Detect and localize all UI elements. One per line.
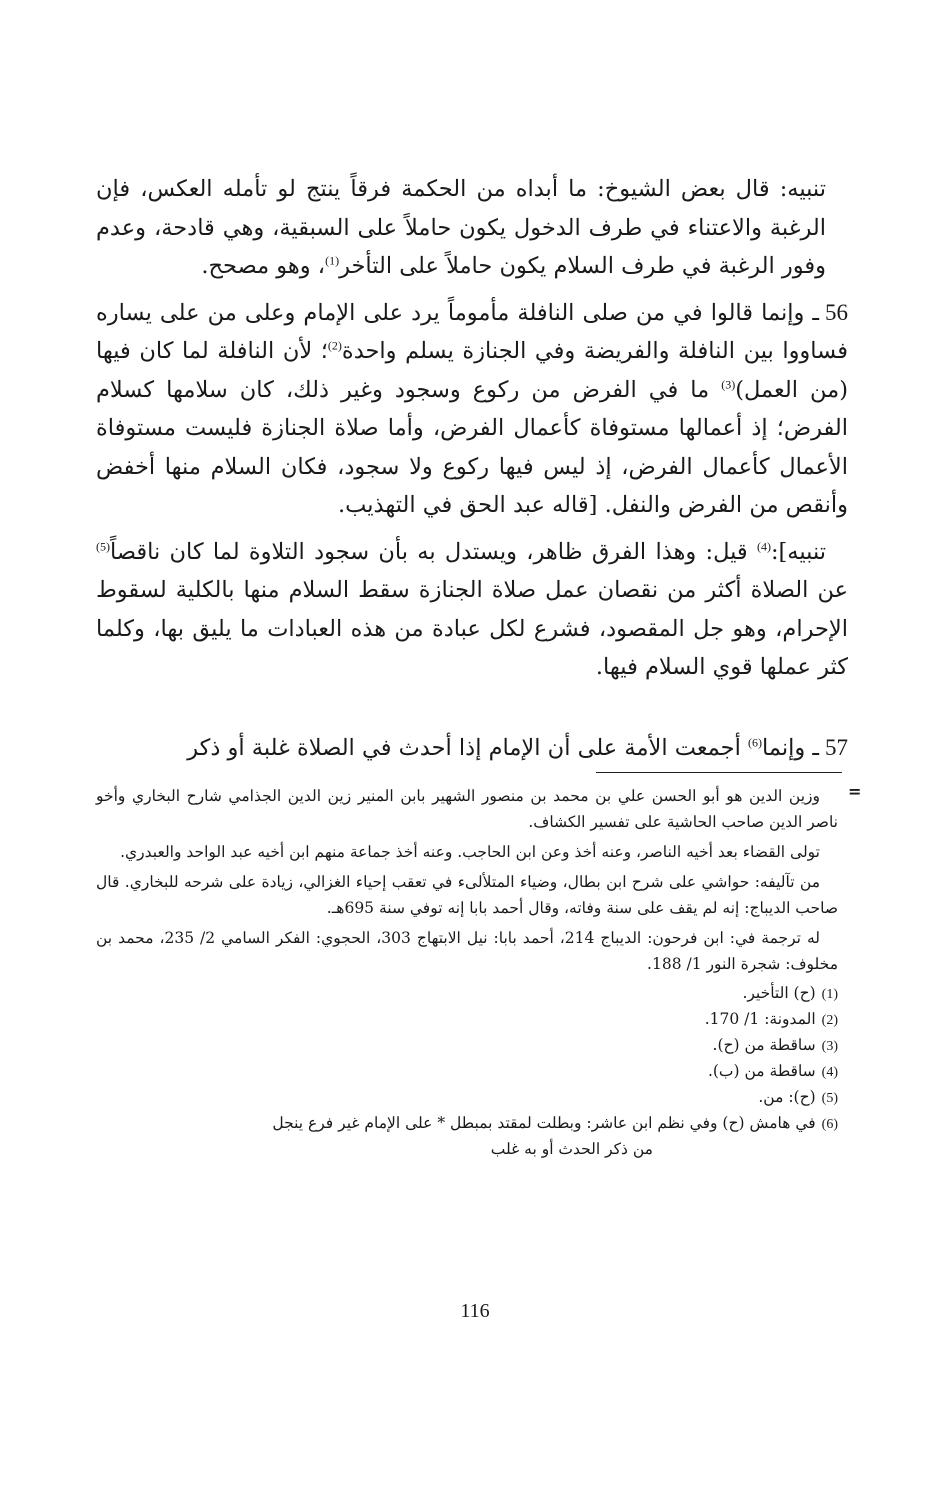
text-run: أجمعت الأمة على أن الإمام إذا أحدث في الصلاة غلبة أو ذكر [187, 735, 748, 761]
text-run: قيل: وهذا الفرق ظاهر، ويستدل به بأن سجود التلاوة لما كان ناقصاً [110, 538, 757, 565]
paragraph-tanbih-2 [96, 533, 848, 687]
footnote-item [96, 1085, 838, 1111]
paragraph-56 [96, 294, 848, 525]
footnote-text: (ح) التأخير. [742, 984, 816, 1002]
text-run: ـ وإنما [762, 735, 819, 761]
footnote-text: المدونة: 1/ 170. [704, 1010, 816, 1028]
footnote-continued-bio: من تآليفه: حواشي على شرح ابن بطال، وضياء المتلألىء في تعقب إحياء الغزالي، زيادة على شرحه للبخاري. قال صاحب الديباج: إنه لم يقف على سنة وفاته، وقال أحمد بابا إنه توفي سنة 695هـ. [96, 873, 838, 917]
footnote-ref-4: (4) [756, 539, 771, 553]
footnote-continued-bio: وزين الدين هو أبو الحسن علي بن محمد بن منصور الشهير بابن المنير زين الدين الجذامي شارح البخاري وأخو ناصر الدين صاحب الحاشية على تفسير الكشاف. [96, 787, 838, 831]
footnotes [96, 783, 838, 1162]
footnote-ref-3: (3) [721, 377, 736, 391]
footnote-text: في هامش (ح) وفي نظم ابن عاشر: وبطلت لمقتد بمبطل * على الإمام غير فرع ينجل [272, 1114, 816, 1132]
text-run: ؛ لأن النافلة لما كان فيها (من العمل) [96, 338, 848, 403]
footnote-text: (ح): من. [758, 1088, 816, 1106]
paragraph-number: 56 [825, 299, 848, 325]
footnote-item [96, 1059, 838, 1085]
footnote-number: (5) [821, 1091, 838, 1106]
footnote-continued-bio: تولى القضاء بعد أخيه الناصر، وعنه أخذ وعن ابن الحاجب. وعنه أخذ جماعة منهم ابن أخيه عبد الواحد والعبدري. [120, 843, 820, 861]
footnote-number: (6) [821, 1117, 838, 1132]
footnote-item [96, 1033, 838, 1059]
footnote-ref-6: (6) [748, 735, 762, 750]
footnote-number: (1) [821, 987, 838, 1002]
footnote-ref-2: (2) [327, 338, 342, 353]
footnote-item [96, 981, 838, 1007]
footnote-number: (4) [821, 1065, 838, 1080]
paragraph-number: 57 [825, 735, 848, 760]
footnote-verse-continuation: من ذكر الحدث أو به غلب [490, 1140, 653, 1158]
continuation-mark: = [848, 782, 862, 801]
text-run: ـ وإنما قالوا في من صلى النافلة مأموماً يرد على الإمام وعلى من على يساره فساووا بين النافلة والفريضة وفي الجنازة يسلم واحدة [96, 299, 848, 364]
text-run: تنبيه]: [770, 538, 826, 565]
footnote-item [96, 1007, 838, 1033]
paragraph-57 [96, 729, 848, 768]
footnote-item [96, 1111, 838, 1162]
text-run: ، وهو مصحح. [201, 253, 326, 279]
text-run: تنبيه: قال بعض الشيوخ: ما أبداه من الحكمة فرقاً ينتج لو تأمله العكس، فإن الرغبة والاعتناء في طرف الدخول يكون حاملاً على السبقية، وهي قادحة، وعدم وفور الرغبة في طرف السلام يكون حاملاً على التأخر [96, 176, 826, 279]
footnote-text: ساقطة من (ب). [707, 1062, 816, 1080]
footnote-number: (2) [821, 1013, 838, 1028]
footnote-ref-5: (5) [96, 539, 110, 553]
footnote-number: (3) [821, 1039, 838, 1054]
paragraph-tanbih-1 [96, 170, 848, 286]
footnote-continued-refs: له ترجمة في: ابن فرحون: الديباج 214، أحمد بابا: نيل الابتهاج 303، الحجوي: الفكر السامي 2/ 235، محمد بن مخلوف: شجرة النور 1/ 188. [96, 929, 838, 973]
page-number: 116 [460, 1300, 490, 1322]
footnote-ref-1: (1) [325, 253, 340, 268]
text-run: ما في الفرض من ركوع وسجود وغير ذلك، كان سلامها كسلام الفرض؛ إذ أعمالها مستوفاة كأعمال الفرض، وأما صلاة الجنازة فليست مستوفاة الأعمال كأعمال الفرض، إذ ليس فيها ركوع ولا سجود، فكان السلام منها أخفض وأنقص من الفرض والنفل. [قاله عبد الحق في التهذيب. [96, 376, 848, 518]
footnote-text: ساقطة من (ح). [712, 1036, 816, 1054]
text-run: عن الصلاة أكثر من نقصان عمل صلاة الجنازة سقط السلام منها بالكلية لسقوط الإحرام، وهو جل المقصود، فشرع لكل عبادة من هذه العبادات ما يليق بها، وكلما كثر عملها قوي السلام فيها. [96, 577, 848, 680]
main-text [96, 170, 848, 695]
footnote-separator [596, 772, 842, 773]
